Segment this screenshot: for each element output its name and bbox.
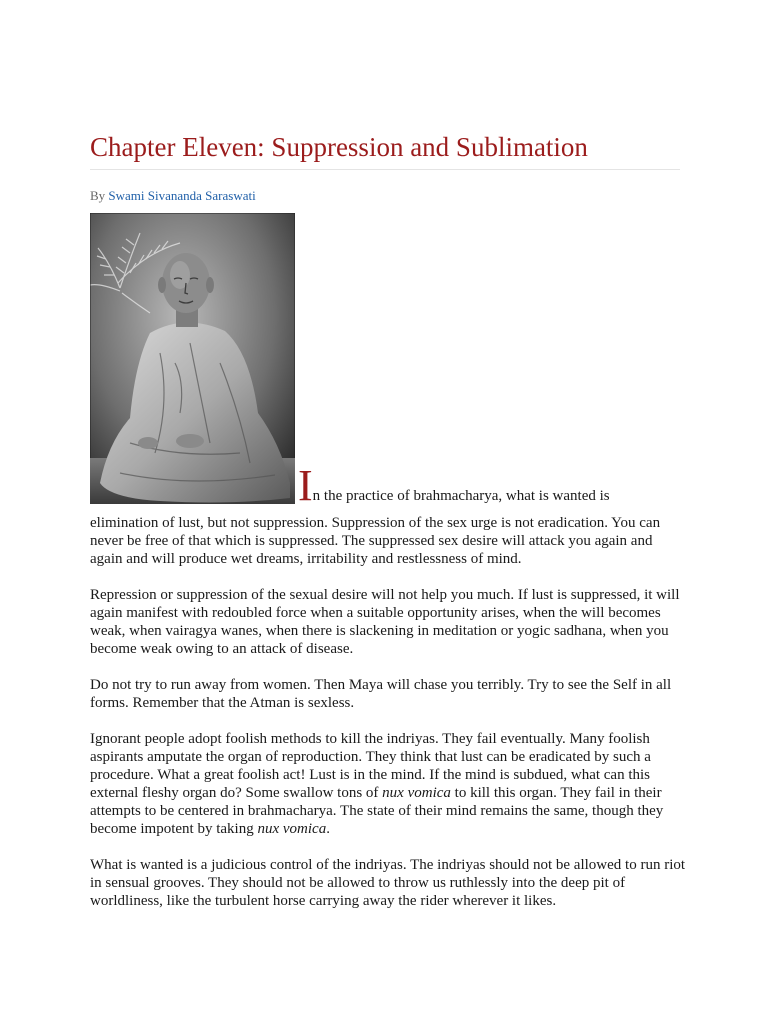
paragraph-4-part-c: . bbox=[326, 821, 330, 837]
first-line-text: n the practice of brahmacharya, what is wanted is bbox=[312, 488, 610, 504]
title-divider bbox=[90, 169, 680, 170]
page-title: Chapter Eleven: Suppression and Sublimation bbox=[90, 132, 588, 162]
emphasis-nux-vomica-1: nux vomica bbox=[382, 785, 451, 801]
paragraph-3: Do not try to run away from women. Then Maya will chase you terribly. Try to see the Self in all forms. Remember that the Atman is sexless. bbox=[90, 677, 672, 711]
author-portrait bbox=[90, 213, 295, 504]
first-line bbox=[298, 461, 610, 510]
paragraph-4-part-a: Ignorant people adopt foolish methods to kill the indriyas. They fail eventually. Many foolish aspirants amputate the organ of reproduction. They think that lust can be eradicated by such a procedure. What a great foolish act! Lust is in the mind. If the mind is subdued, what can this external fleshy organ do? Some swallow tons of bbox=[90, 731, 651, 801]
paragraph-1: elimination of lust, but not suppression. Suppression of the sex urge is not eradication. You can never be free of that which is suppressed. The suppressed sex desire will attack you again and again and will produce wet dreams, irritability and restlessness of mind. bbox=[90, 515, 661, 567]
emphasis-nux-vomica-2: nux vomica bbox=[257, 821, 327, 837]
drop-cap: I bbox=[298, 461, 313, 510]
paragraph-4 bbox=[90, 730, 686, 838]
paragraph-2: Repression or suppression of the sexual desire will not help you much. If lust is suppressed, it will again manifest with redoubled force when a suitable opportunity arises, when the will becomes weak, when vairagya wanes, when there is slackening in meditation or yogic sadhana, when you become weak owing to an attack of disease. bbox=[90, 587, 680, 657]
byline bbox=[90, 187, 256, 205]
paragraph-4-part-b: to kill this organ. They fail in their attempts to be centered in brahmacharya. The state of their mind remains the same, though they become impotent by taking bbox=[90, 785, 664, 837]
author-link[interactable]: Swami Sivananda Saraswati bbox=[108, 188, 256, 203]
byline-prefix: By bbox=[90, 188, 106, 203]
paragraph-5: What is wanted is a judicious control of the indriyas. The indriyas should not be allowed to run riot in sensual grooves. They should not be allowed to throw us ruthlessly into the deep pit of worldliness, like the turbulent horse carrying away the rider wherever it likes. bbox=[90, 857, 686, 909]
article-body bbox=[90, 514, 686, 928]
